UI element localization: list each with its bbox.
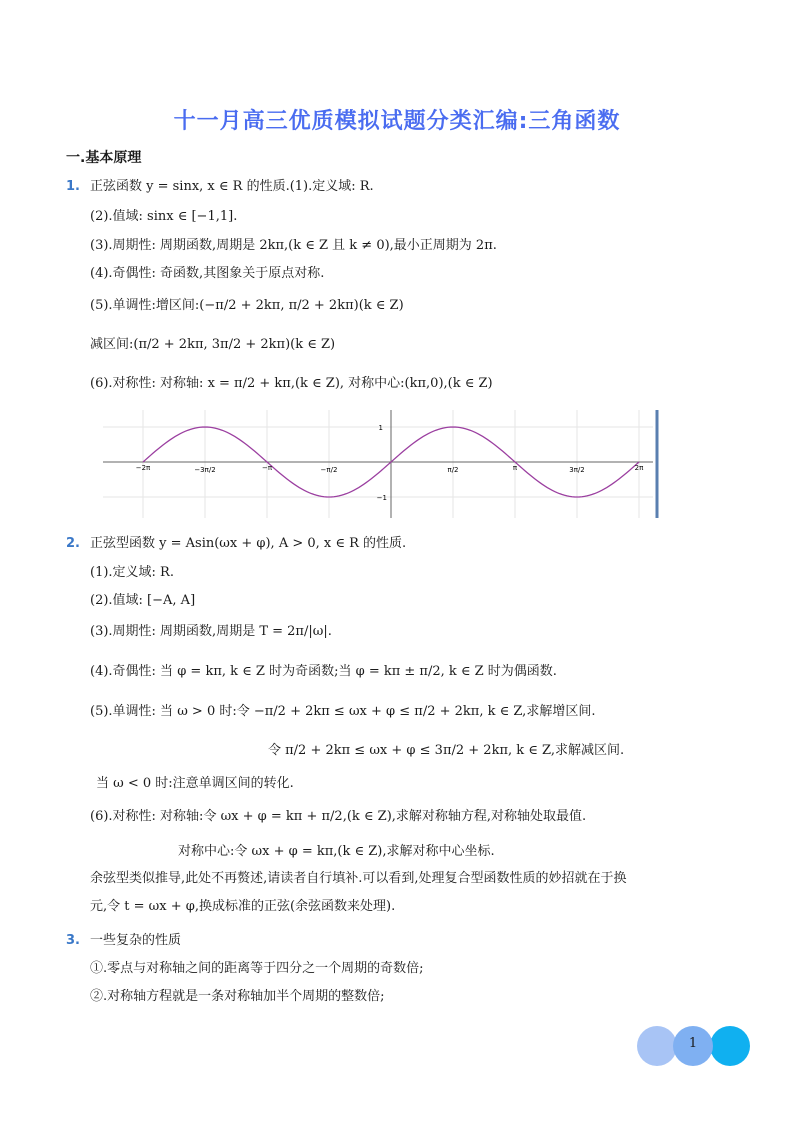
item-1-line-1: (2).值域: sinx ∈ [−1,1]. (90, 209, 238, 224)
item-2-line-6: 令 π/2 + 2kπ ≤ ωx + φ ≤ 3π/2 + 2kπ, k ∈ Z,求解减区间. (268, 743, 625, 758)
page-badge-circle (637, 1026, 677, 1066)
item-2-line-9: 对称中心:令 ωx + φ = kπ,(k ∈ Z),求解对称中心坐标. (178, 844, 495, 859)
item-1-line-4: (5).单调性:增区间:(−π/2 + 2kπ, π/2 + 2kπ)(k ∈ Z) (90, 298, 404, 313)
tick-label: π/2 (447, 466, 459, 474)
page-badge-circle (710, 1026, 750, 1066)
section-heading: 一.基本原理 (66, 150, 142, 166)
tick-label: −π (261, 464, 273, 472)
item-1-line-2: (3).周期性: 周期函数,周期是 2kπ,(k ∈ Z 且 k ≠ 0),最小正周期为 2π. (90, 238, 497, 253)
item-1-line-5: 减区间:(π/2 + 2kπ, 3π/2 + 2kπ)(k ∈ Z) (90, 337, 336, 352)
sine-graph (103, 410, 659, 518)
item-3-number: 3. (66, 933, 80, 948)
item-2-line-3: (3).周期性: 周期函数,周期是 T = 2π/|ω|. (90, 624, 332, 639)
tick-label: −2π (135, 464, 151, 472)
page-title: 十一月高三优质模拟试题分类汇编:三角函数 (173, 109, 621, 134)
item-1-number: 1. (66, 179, 80, 194)
item-2-line-5: (5).单调性: 当 ω > 0 时:令 −π/2 + 2kπ ≤ ωx + φ ≤ π/2 + 2kπ, k ∈ Z,求解增区间. (90, 704, 596, 719)
item-2-line-1: (1).定义域: R. (90, 565, 174, 580)
item-2-line-11: 元,令 t = ωx + φ,换成标准的正弦(余弦函数来处理). (90, 899, 396, 914)
page-number: 1 (688, 1036, 698, 1051)
tick-label: −3π/2 (194, 466, 216, 474)
item-1-line-0: 正弦函数 y = sinx, x ∈ R 的性质.(1).定义域: R. (90, 179, 374, 194)
tick-label: π (512, 464, 518, 472)
tick-label: 2π (634, 464, 644, 472)
y-label: −1 (376, 494, 387, 502)
item-1-line-3: (4).奇偶性: 奇函数,其图象关于原点对称. (90, 266, 325, 281)
tick-label: −π/2 (320, 466, 338, 474)
item-2-line-8: (6).对称性: 对称轴:令 ωx + φ = kπ + π/2,(k ∈ Z),求解对称轴方程,对称轴处取最值. (90, 809, 587, 824)
item-1-line-6: (6).对称性: 对称轴: x = π/2 + kπ,(k ∈ Z), 对称中心:(kπ,0),(k ∈ Z) (90, 376, 493, 391)
item-3-line-1: ①.零点与对称轴之间的距离等于四分之一个周期的奇数倍; (90, 961, 424, 976)
item-2-line-2: (2).值域: [−A, A] (90, 593, 196, 608)
item-3-line-0: 一些复杂的性质 (90, 933, 182, 948)
item-2-line-4: (4).奇偶性: 当 φ = kπ, k ∈ Z 时为奇函数;当 φ = kπ ± π/2, k ∈ Z 时为偶函数. (90, 664, 557, 679)
item-2-number: 2. (66, 536, 80, 551)
item-2-line-10: 余弦型类似推导,此处不再赘述,请读者自行填补.可以看到,处理复合型函数性质的妙招就在于换 (90, 871, 627, 886)
item-3-line-2: ②.对称轴方程就是一条对称轴加半个周期的整数倍; (90, 989, 385, 1004)
item-2-line-7: 当 ω < 0 时:注意单调区间的转化. (96, 776, 294, 791)
item-2-line-0: 正弦型函数 y = Asin(ωx + φ), A > 0, x ∈ R 的性质. (90, 536, 407, 551)
tick-label: 3π/2 (569, 466, 585, 474)
y-label: 1 (378, 424, 383, 432)
